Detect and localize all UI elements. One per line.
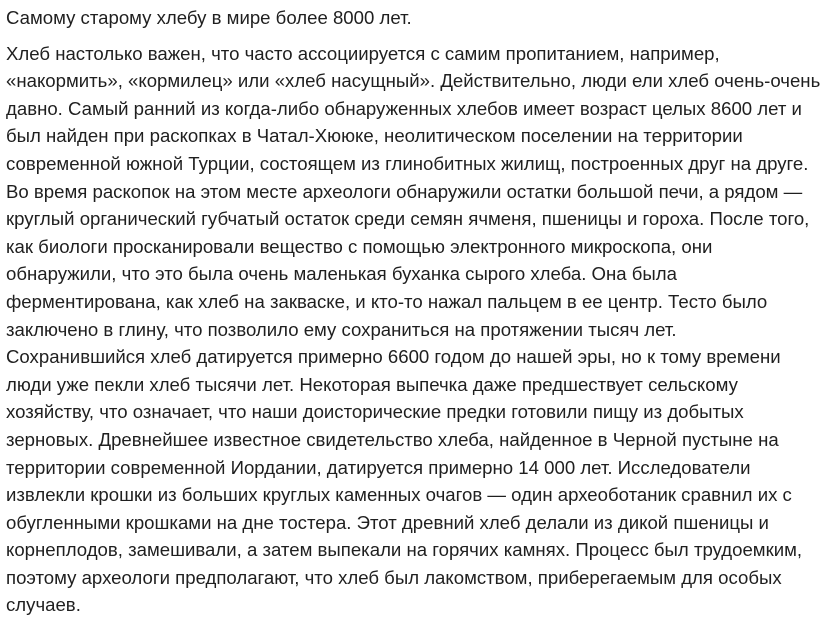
body-line: как биологи просканировали вещество с помощью электронного микроскопа, они — [6, 235, 713, 257]
body-line: хозяйству, что означает, что наши доисторические предки готовили пищу из добытых — [6, 401, 744, 423]
article — [6, 0, 836, 619]
body-line: ферментирована, как хлеб на закваске, и кто-то нажал пальцем в ее центр. Тесто было — [6, 290, 768, 312]
body-line: обнаружили, что это была очень маленькая буханка сырого хлеба. Она была — [6, 263, 677, 285]
article-title: Самому старому хлебу в мире более 8000 лет. — [6, 7, 412, 28]
body-line: зерновых. Древнейшее известное свидетельство хлеба, найденное в Черной пустыне на — [6, 428, 779, 450]
body-line: Хлеб настолько важен, что часто ассоциируется с самим пропитанием, например, — [6, 42, 720, 64]
body-line: люди уже пекли хлеб тысячи лет. Некоторая выпечка даже предшествует сельскому — [6, 373, 738, 395]
body-line: территории современной Иордании, датируется примерно 14 000 лет. Исследователи — [6, 456, 751, 478]
body-line: обугленными крошками на дне тостера. Этот древний хлеб делали из дикой пшеницы и — [6, 511, 769, 533]
body-line: «накормить», «кормилец» или «хлеб насущный». Действительно, люди ели хлеб очень-очень — [6, 70, 821, 92]
body-line: поэтому археологи предполагают, что хлеб был лакомством, приберегаемым для особых — [6, 566, 782, 588]
body-line: Во время раскопок на этом месте археологи обнаружили остатки большой печи, а рядом — — [6, 180, 803, 202]
article-body — [6, 40, 836, 619]
body-line: современной южной Турции, состоящем из глинобитных жилищ, построенных друг на друге. — [6, 152, 809, 174]
body-line: заключено в глину, что позволило ему сохраниться на протяжении тысяч лет. — [6, 318, 677, 340]
body-line: случаев. — [6, 594, 81, 616]
body-line: был найден при раскопках в Чатал-Хююке, неолитическом поселении на территории — [6, 125, 743, 147]
body-line: круглый органический губчатый остаток среди семян ячменя, пшеницы и гороха. После того, — [6, 208, 810, 230]
body-line: корнеплодов, замешивали, а затем выпекали на горячих камнях. Процесс был трудоемким, — [6, 539, 803, 561]
body-line: давно. Самый ранний из когда-либо обнаруженных хлебов имеет возраст целых 8600 лет и — [6, 97, 802, 119]
body-line: извлекли крошки из больших круглых каменных очагов — один археоботаник сравнил их с — [6, 484, 792, 506]
body-line: Сохранившийся хлеб датируется примерно 6600 годом до нашей эры, но к тому времени — [6, 346, 781, 368]
